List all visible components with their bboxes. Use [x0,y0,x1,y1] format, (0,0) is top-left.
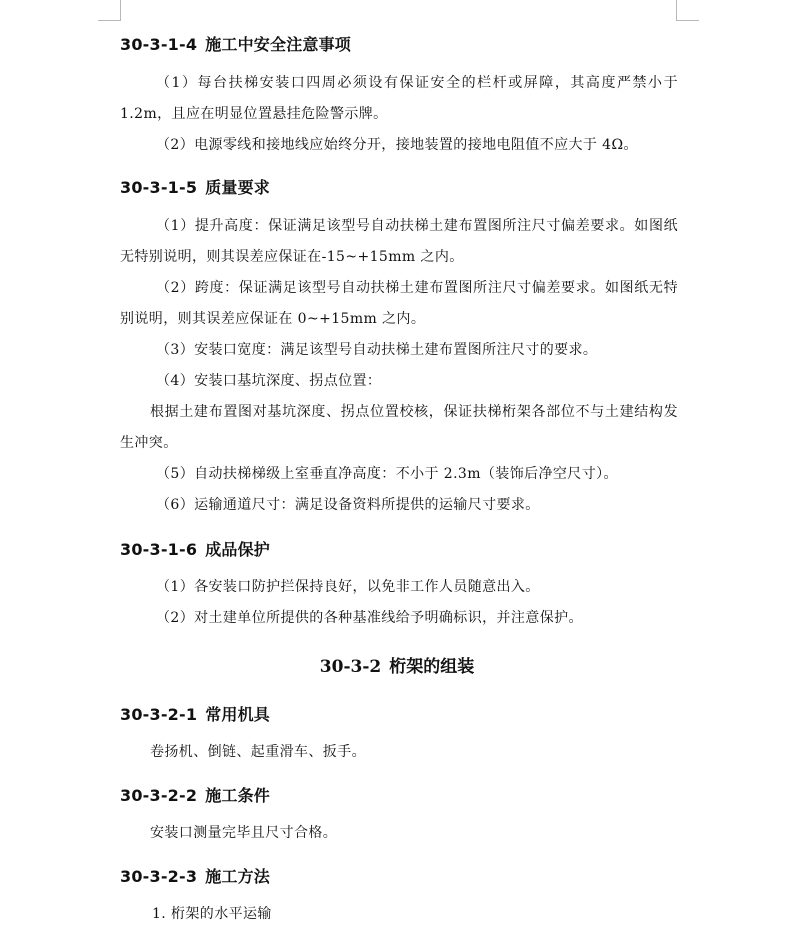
paragraph: 卷扬机、倒链、起重滑车、扳手。 [150,744,366,760]
paragraph: 安装口测量完毕且尺寸合格。 [150,825,338,841]
heading-text: 施工条件 [205,786,270,805]
paragraph: （2）电源零线和接地线应始终分开，接地装置的接地电阻值不应大于 4Ω。 [156,137,638,153]
page-corner-mark-right [676,0,699,21]
paragraph: （2）对土建单位所提供的各种基准线给予明确标识，并注意保护。 [156,610,583,626]
section-heading [120,175,678,198]
heading-text: 施工中安全注意事项 [205,35,351,54]
heading-text: 常用机具 [205,705,270,724]
heading-number: 30-3-1-4 [120,35,198,54]
paragraph: （1）各安装口防护拦保持良好，以免非工作人员随意出入。 [156,579,540,595]
chapter-number: 30-3-2 [319,657,382,677]
section-heading [120,537,678,560]
section-heading [120,864,678,887]
heading-number: 30-3-1-6 [120,540,198,559]
section-heading [120,32,678,55]
paragraph: （1）提升高度：保证满足该型号自动扶梯土建布置图所注尺寸偏差要求。如图纸无特别说明，则其误差应保证在-15~+15mm 之内。 [120,218,678,265]
heading-text: 成品保护 [205,540,270,559]
heading-text: 质量要求 [205,178,270,197]
page-corner-mark-left [98,0,121,21]
paragraph: 1. 桁架的水平运输 [152,906,272,922]
paragraph: 根据土建布置图对基坑深度、拐点位置校核，保证扶梯桁架各部位不与土建结构发生冲突。 [120,404,678,451]
chapter-title [0,652,794,677]
chapter-text: 桁架的组装 [389,657,475,677]
heading-number: 30-3-2-2 [120,786,198,805]
paragraph: （2）跨度：保证满足该型号自动扶梯土建布置图所注尺寸偏差要求。如图纸无特别说明，则其误差应保证在 0~+15mm 之内。 [120,280,678,327]
section-heading [120,783,678,806]
heading-number: 30-3-1-5 [120,178,198,197]
heading-text: 施工方法 [205,867,270,886]
paragraph: （3）安装口宽度：满足该型号自动扶梯土建布置图所注尺寸的要求。 [156,342,598,358]
section-heading [120,702,678,725]
paragraph: （5）自动扶梯梯级上室垂直净高度：不小于 2.3m（装饰后净空尺寸）。 [156,466,618,482]
heading-number: 30-3-2-3 [120,867,198,886]
heading-number: 30-3-2-1 [120,705,198,724]
paragraph: （6）运输通道尺寸：满足设备资料所提供的运输尺寸要求。 [156,497,540,513]
paragraph: （4）安装口基坑深度、拐点位置： [156,373,382,389]
paragraph: （1）每台扶梯安装口四周必须设有保证安全的栏杆或屏障，其高度严禁小于 1.2m，且应在明显位置悬挂危险警示牌。 [120,75,678,122]
